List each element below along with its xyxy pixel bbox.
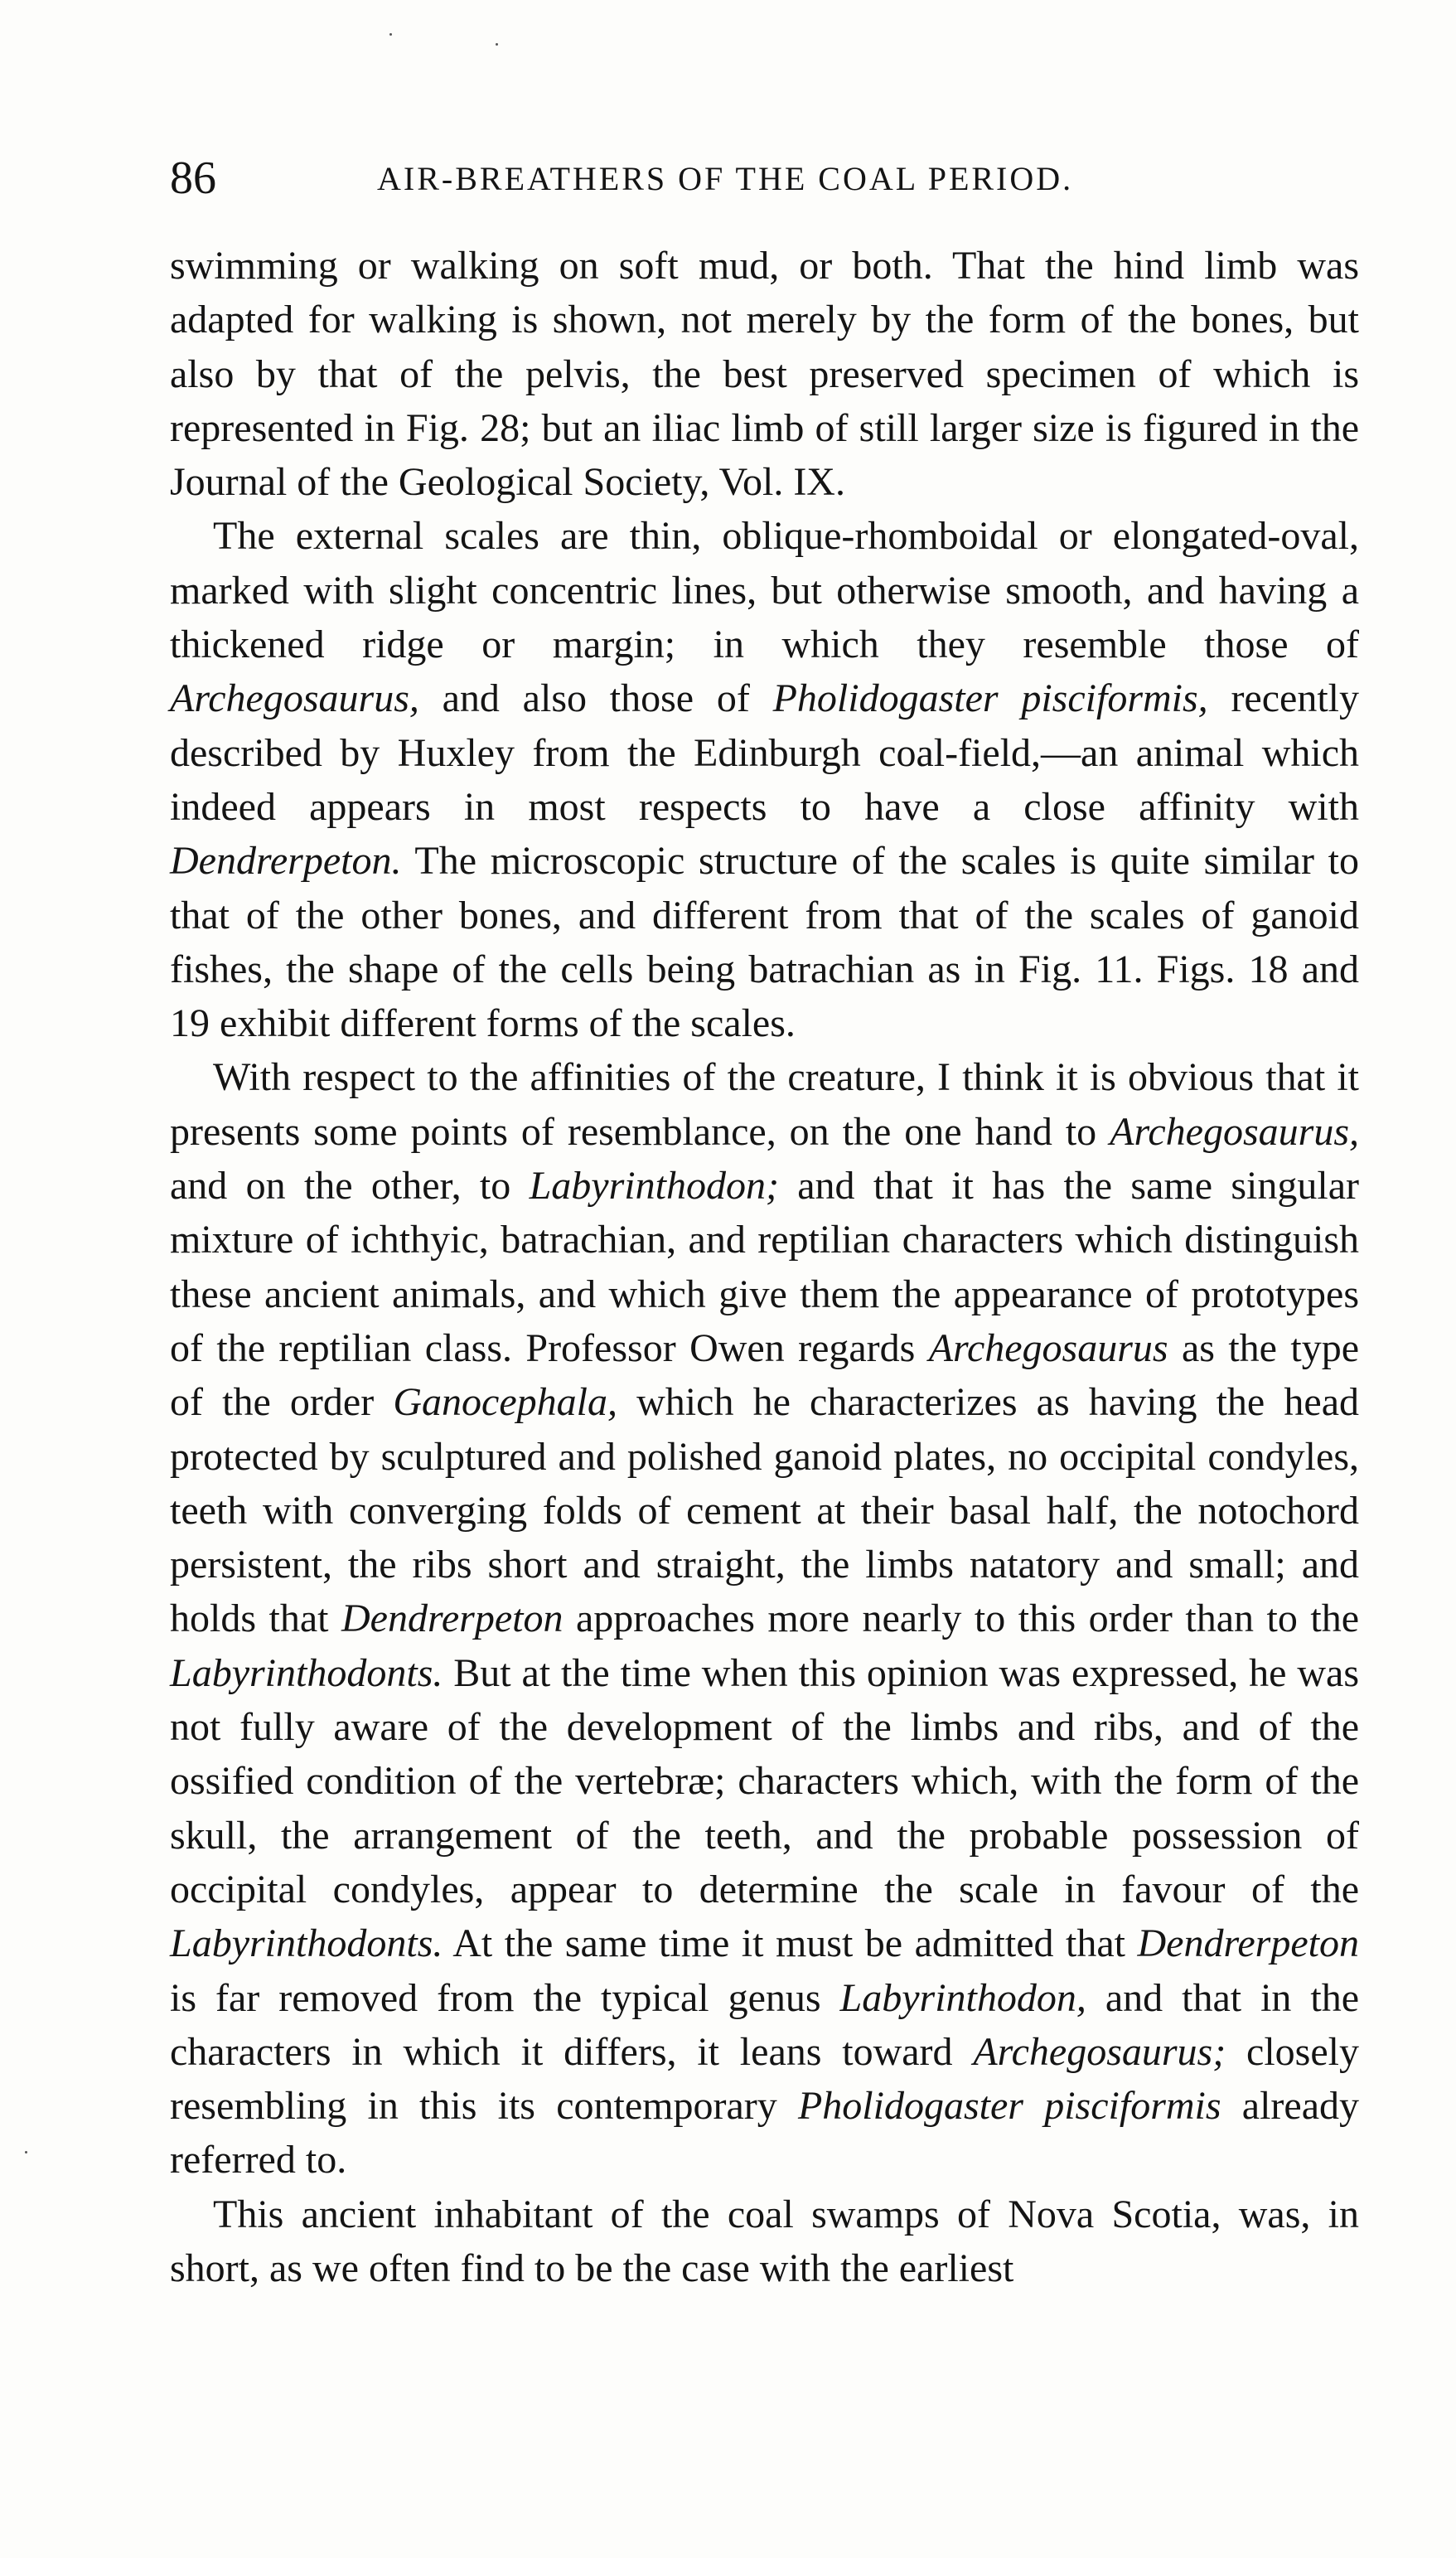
italic-term: Archegosaurus,	[1110, 1109, 1359, 1154]
italic-term: Pholidogaster pisciformis,	[772, 676, 1208, 721]
page-number: 86	[170, 153, 216, 204]
italic-term: Ganocephala,	[393, 1380, 617, 1425]
italic-term: Labyrinthodon;	[529, 1164, 779, 1209]
italic-term: Archegosaurus;	[973, 2029, 1226, 2074]
body-text	[170, 239, 1359, 2295]
italic-term: Archegosaurus	[928, 1325, 1168, 1370]
italic-term: Labyrinthodonts.	[170, 1921, 443, 1966]
paragraph	[170, 2187, 1359, 2296]
page-header	[170, 149, 1359, 207]
text-run: recently described by Huxley from the Edinburgh coal-field,—an animal which indeed appears in most respects to have a close affinity with	[170, 676, 1360, 829]
print-speck	[25, 2151, 27, 2153]
paragraph	[170, 509, 1359, 1050]
text-run: as the type of the order	[170, 1325, 1359, 1425]
text-run: At the same time it must be admitted that	[443, 1921, 1138, 1966]
print-speck	[389, 33, 392, 36]
italic-term: Dendrerpeton	[341, 1596, 564, 1641]
running-head: AIR-BREATHERS OF THE COAL PERIOD.	[377, 160, 1074, 197]
text-run: closely resembling in this its contemporary	[170, 2029, 1359, 2129]
text-run: The external scales are thin, oblique-rhomboidal or elongated-oval, marked with slight concentric lines, but otherwise smooth, and having a thickened ridge or margin; in which they resemble those of	[170, 514, 1359, 667]
text-run: and that it has the same singular mixture of ichthyic, batrachian, and reptilian characters which distinguish these ancient animals, and which give them the appearance of prototypes of the reptilian class. Professor Owen regards	[170, 1164, 1360, 1370]
text-run: The microscopic structure of the scales is quite similar to that of the other bones, and different from that of the scales of ganoid fishes, the shape of the cells being batrachian as in Fig. 11. Figs. 18 and 19 exhibit different forms of the scales.	[170, 839, 1359, 1046]
text-run: and on the other, to	[170, 1164, 530, 1209]
text-run: This ancient inhabitant of the coal swamps of Nova Scotia, was, in short, as we often find to be the case with the earliest	[170, 2192, 1359, 2290]
italic-term: Pholidogaster pisciformis	[797, 2084, 1221, 2129]
italic-term: Labyrinthodon,	[839, 1975, 1086, 2020]
text-run: is far removed from the typical genus	[170, 1975, 840, 2020]
italic-term: Labyrinthodonts.	[170, 1650, 443, 1695]
text-run: already referred to.	[170, 2084, 1360, 2183]
text-run: and that in the characters in which it differs, it leans toward	[170, 1975, 1360, 2074]
text-run: approaches more nearly to this order than to the	[563, 1596, 1360, 1641]
italic-term: Archegosaurus,	[170, 676, 419, 721]
text-run: But at the time when this opinion was expressed, he was not fully aware of the development of the limbs and ribs, and of the ossified condition of the vertebræ; characters which, with the form of the skull, the arrangement of the teeth, and the probable possession of occipital condyles, appear to determine the scale in favour of the	[170, 1650, 1359, 1911]
print-speck	[496, 43, 498, 46]
text-run: and also those of	[418, 676, 773, 721]
italic-term: Dendrerpeton.	[170, 839, 402, 884]
text-run: which he characterizes as having the head protected by sculptured and polished ganoid plates, no occipital condyles, teeth with converging folds of cement at their basal half, the notochord persistent, the ribs short and straight, the limbs natatory and small; and holds that	[170, 1380, 1360, 1641]
paragraph	[170, 239, 1359, 509]
text-run: With respect to the affinities of the creature, I think it is obvious that it presents some points of resemblance, on the one hand to	[170, 1055, 1359, 1154]
text-run: swimming or walking on soft mud, or both. That the hind limb was adapted for walking is shown, not merely by the form of the bones, but also by that of the pelvis, the best preserved specimen of which is represented in Fig. 28; but an iliac limb of still larger size is figured in the Journal of the Geological Society, Vol. IX.	[170, 244, 1359, 505]
paragraph	[170, 1050, 1359, 2187]
italic-term: Dendrerpeton	[1137, 1921, 1359, 1966]
